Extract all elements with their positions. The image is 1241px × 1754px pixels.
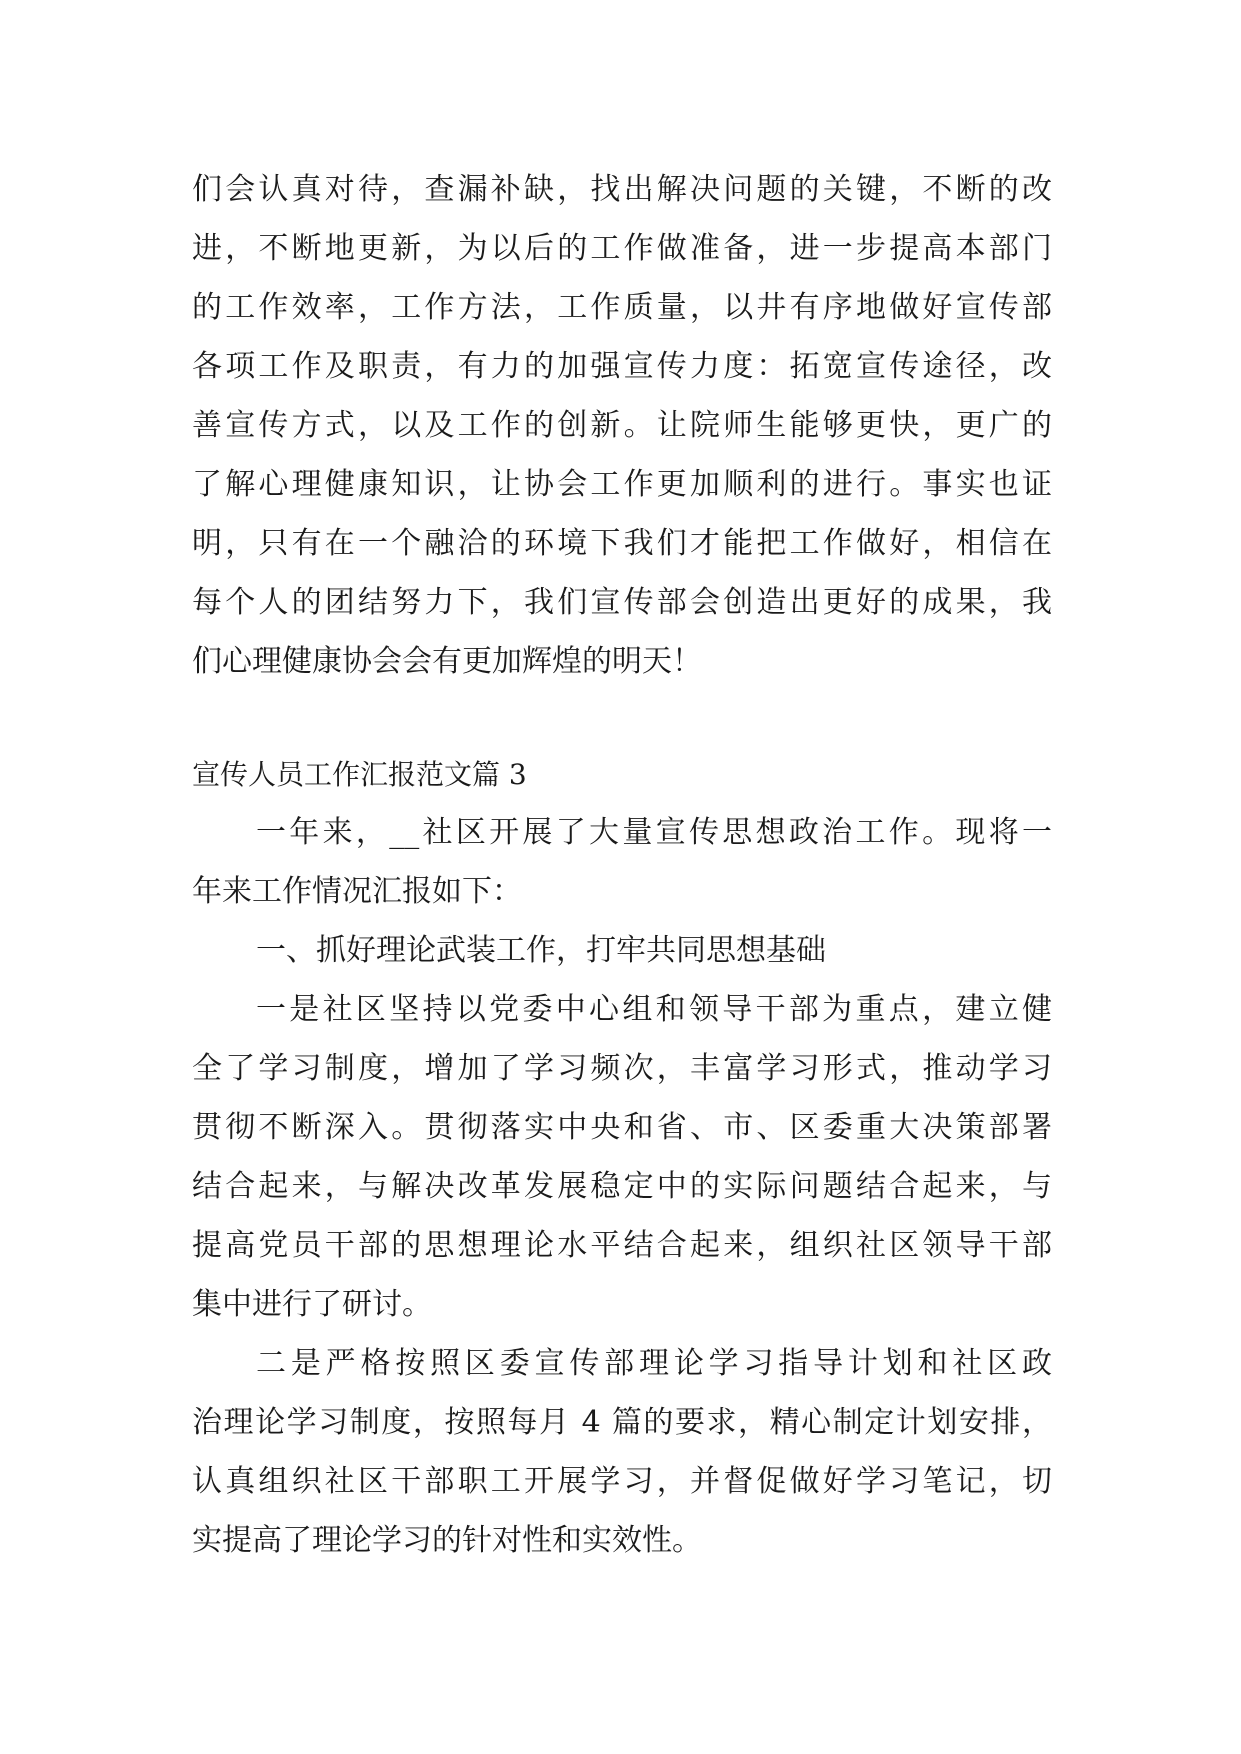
point-one-paragraph — [192, 980, 1052, 1334]
section-one-heading: 一、抓好理论武装工作，打牢共同思想基础 — [256, 933, 826, 968]
text-line: 明，只有在一个融洽的环境下我们才能把工作做好，相信在 — [192, 526, 1052, 561]
text-line: 年来工作情况汇报如下： — [192, 874, 522, 909]
text-line: 的工作效率，工作方法，工作质量，以井有序地做好宣传部 — [192, 290, 1052, 325]
text-line: 提高党员干部的思想理论水平结合起来，组织社区领导干部 — [192, 1228, 1052, 1263]
text-line: 集中进行了研讨。 — [192, 1287, 432, 1322]
article-title: 宣传人员工作汇报范文篇 3 — [192, 758, 527, 791]
text-line: 们会认真对待，查漏补缺，找出解决问题的关键，不断的改 — [192, 172, 1052, 207]
point-two-paragraph — [192, 1334, 1052, 1570]
text-line: 进，不断地更新，为以后的工作做准备，进一步提高本部门 — [192, 231, 1052, 266]
text-line: 治理论学习制度，按照每月 4 篇的要求，精心制定计划安排， — [192, 1405, 1052, 1440]
text-line: 每个人的团结努力下，我们宣传部会创造出更好的成果，我 — [192, 585, 1052, 620]
text-line: 全了学习制度，增加了学习频次，丰富学习形式，推动学习 — [192, 1051, 1052, 1086]
document-page — [192, 160, 1052, 1570]
text-line: 们心理健康协会会有更加辉煌的明天！ — [192, 644, 702, 679]
intro-paragraph — [192, 803, 1052, 921]
text-line: 一年来，__社区开展了大量宣传思想政治工作。现将一 — [256, 815, 1052, 850]
text-line: 认真组织社区干部职工开展学习，并督促做好学习笔记，切 — [192, 1464, 1052, 1499]
text-line: 一是社区坚持以党委中心组和领导干部为重点，建立健 — [256, 992, 1052, 1027]
text-line: 善宣传方式，以及工作的创新。让院师生能够更快，更广的 — [192, 408, 1052, 443]
text-line: 了解心理健康知识，让协会工作更加顺利的进行。事实也证 — [192, 467, 1052, 502]
text-line: 结合起来，与解决改革发展稳定中的实际问题结合起来，与 — [192, 1169, 1052, 1204]
paragraph-spacer — [192, 691, 1052, 747]
text-line: 二是严格按照区委宣传部理论学习指导计划和社区政 — [256, 1346, 1052, 1381]
paragraph-continuation — [192, 160, 1052, 691]
text-line: 贯彻不断深入。贯彻落实中央和省、市、区委重大决策部署 — [192, 1110, 1052, 1145]
text-line: 实提高了理论学习的针对性和实效性。 — [192, 1523, 702, 1558]
text-line: 各项工作及职责，有力的加强宣传力度：拓宽宣传途径，改 — [192, 349, 1052, 384]
